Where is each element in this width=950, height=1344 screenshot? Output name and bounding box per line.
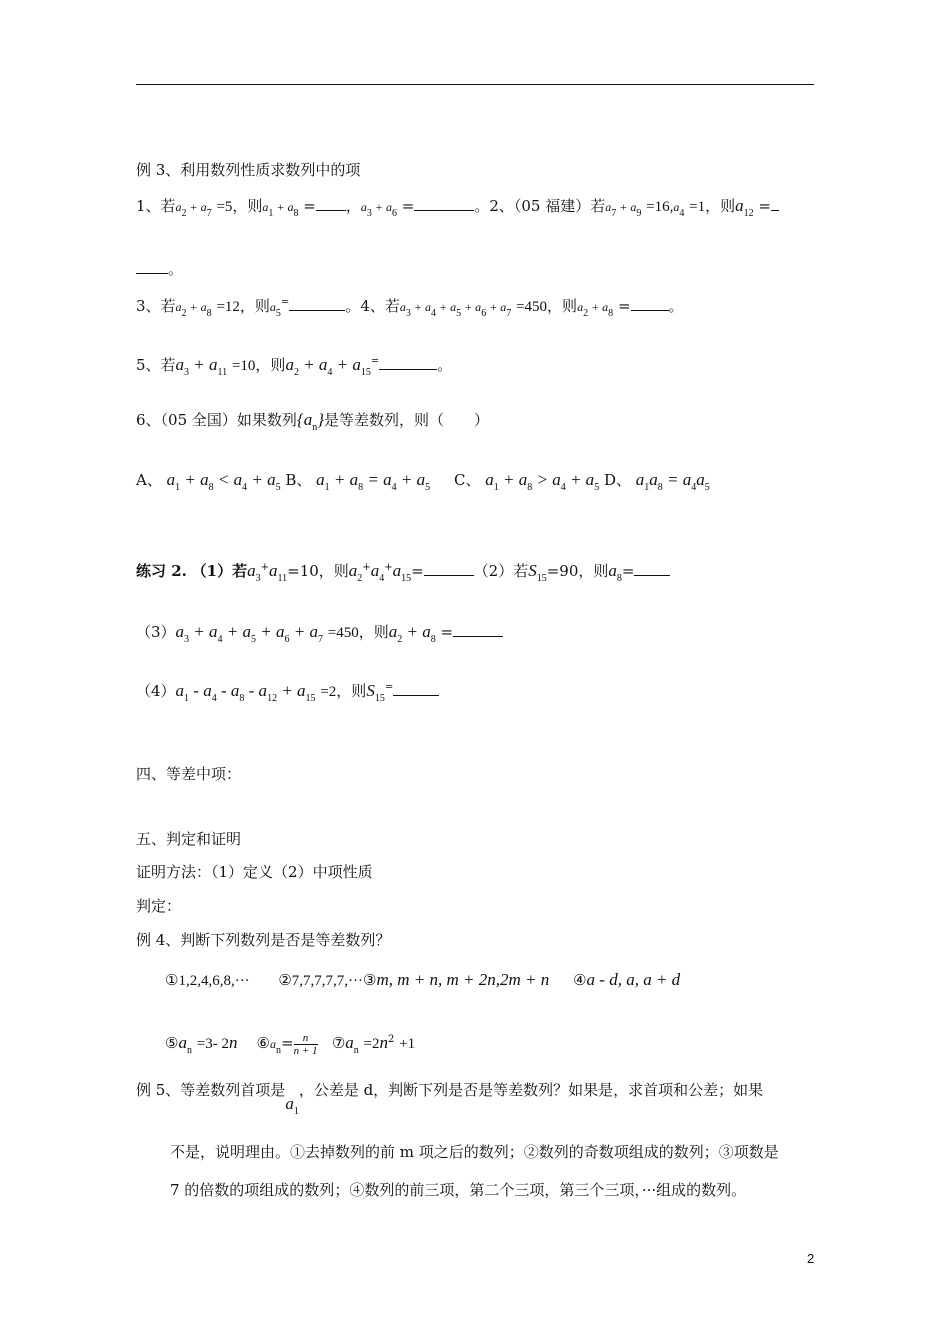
example-5-line-2: 不是，说明理由。①去掉数列的前 m 项之后的数列；②数列的奇数项组成的数列；③项数是 [170,1143,779,1161]
header-rule [136,84,814,85]
proof-methods: 证明方法：（1）定义（2）中项性质 [136,863,373,881]
question-1-wrap: 。 [136,259,183,279]
option-c: C、 [453,471,481,489]
question-6-options: A、 $a_1 + a_8 < a_4 + a_5$ B、 $a_1 + a_8 = a_4 + a_5$ C、 $a_1 + a_8 > a_4 + a_5$ D、 $a_1a_8 = a_4a_5$ [136,470,710,493]
example-5-line-1: 例 5、等差数列首项是$a_1$，公差是 d，判断下列是否是等差数列？如果是，求首项和公差；如果 [136,1081,764,1117]
practice-2-line-1: 练习 2. （1）若$a_3^+a_{11}=10$，则$a_2^+a_4^+a_{15}= (2)$若$S_{15}=90$，则$a_8=$ [136,558,670,589]
practice-2-line-3: $(3)a_3 + a_4 + a_5 + a_6 + a_7 =450$，则$a_2 + a_8$ = [136,622,503,650]
example-3-heading: 例 3、利用数列性质求数列中的项 [136,161,361,179]
question-5: 5、若$a_3 + a_{11} =10$，则$a_2 + a_4 + a_{15}^=$ 。 [136,355,453,378]
page-number: 2 [807,1251,815,1266]
judge-label: 判定： [136,897,182,915]
option-b: B、 [285,471,312,489]
example-4-heading: 例 4、判断下列数列是否是等差数列？ [136,931,391,949]
section-4-heading: 四、等差中项： [136,765,242,783]
practice-2-line-4: $(4)a_1 - a_4 - a_8 - a_{12} + a_{15} =2$，则$S_{15}^=$ [136,678,439,709]
option-a: A、 [136,471,162,489]
example-4-sequences: ①1,2,4,6,8,··· ②7,7,7,7,7,···③m, m + n, m + 2n,2m + n ④a - d, a, a + d [165,970,681,989]
question-1: 1、若$a_2 + a_7 =5$，则$a_1 + a_8$ = ，$a_3 + a_6$ = 。2、（05 福建）若$a_7 + a_9 =16,a_4 =1$，则$a_{12}$ = [136,196,779,224]
question-3-4: 3、若$a_2 + a_8 =12$，则$a_5^=$ 。4、若$a_3 + a_4 + a_5 + a_6 + a_7 =450$，则$a_2 + a_8$ = 。 [136,297,684,319]
example-5-line-3: 7 的倍数的项组成的数列；④数列的前三项，第二个三项，第三个三项，···组成的数列。 [170,1181,747,1199]
question-6: 6、（05 全国）如果数列$\{a_n\}$是等差数列，则（ ） [136,410,490,433]
section-5-heading: 五、判定和证明 [136,830,242,848]
option-d: D、 [603,471,631,489]
example-4-formulas: $⑤a_n =3-$ 2n $⑥a_n=$ $\frac{n}{n + 1}$ $⑦a_n =2n^2 +1$ [165,1031,416,1057]
